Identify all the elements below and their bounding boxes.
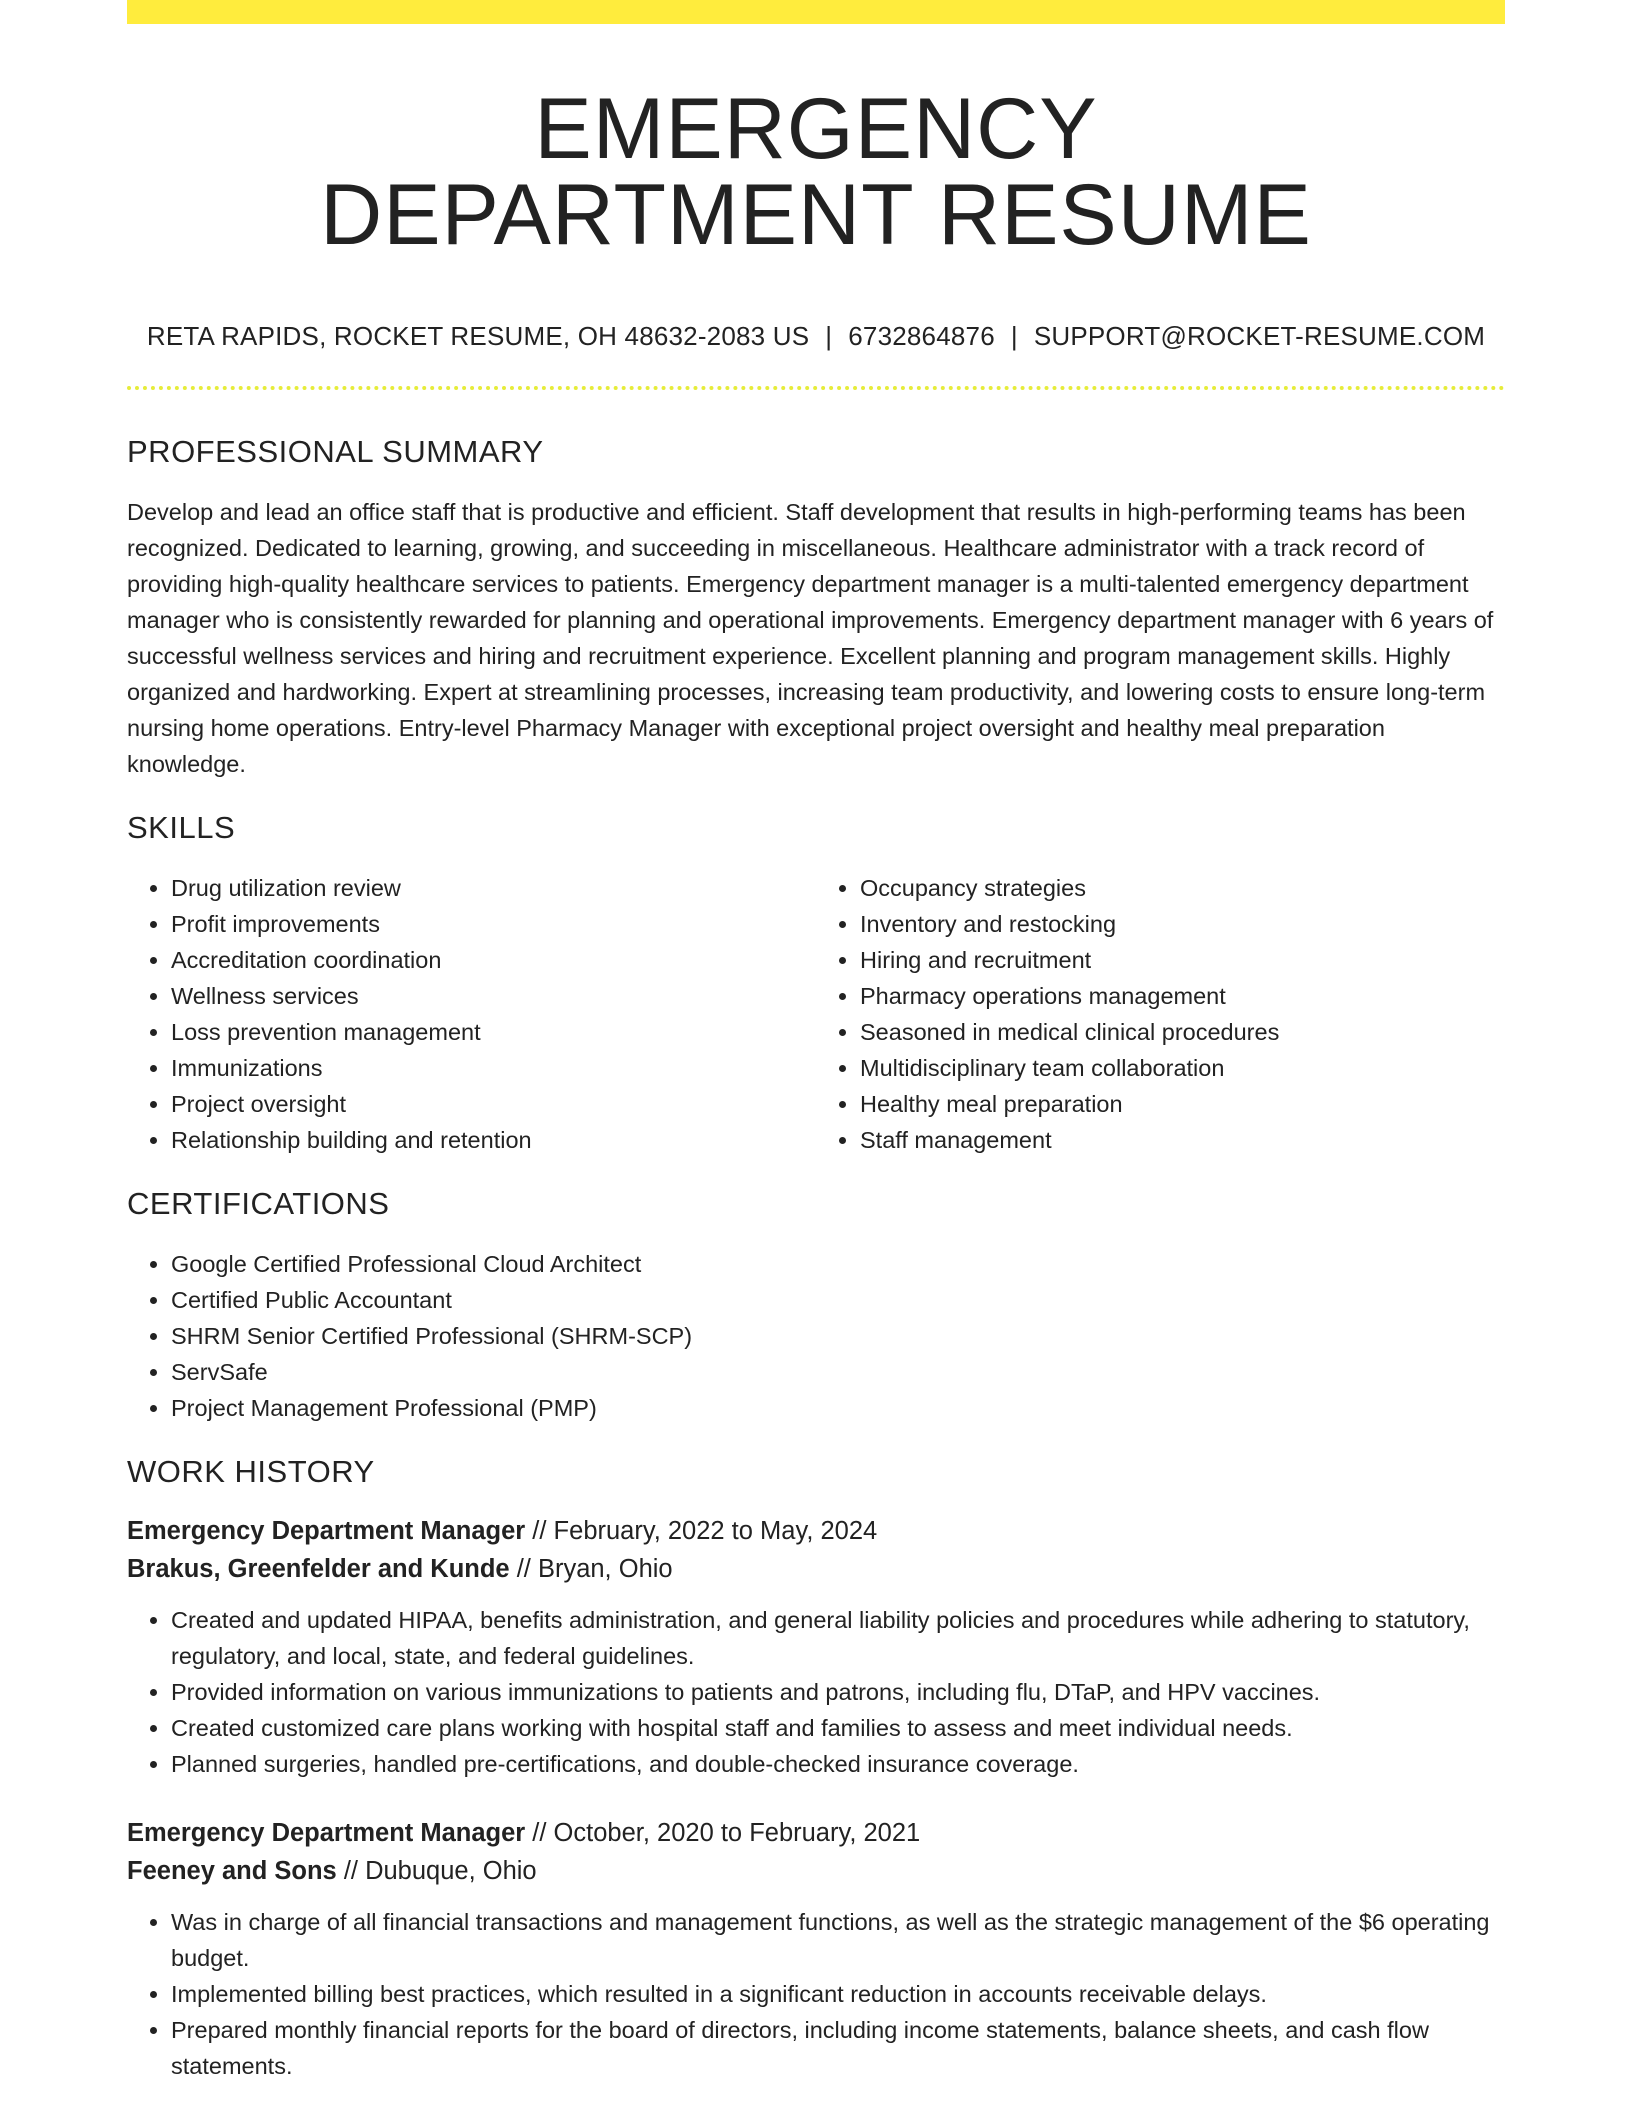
skill-item: • Immunizations xyxy=(171,1050,816,1086)
job-dates: // February, 2022 to May, 2024 xyxy=(525,1517,878,1545)
contact-address: RETA RAPIDS, ROCKET RESUME, OH 48632-2083 US xyxy=(146,321,810,351)
contact-phone: 6732864876 xyxy=(848,321,995,351)
dotted-divider xyxy=(127,386,1505,390)
job-duty: • Created customized care plans working with hospital staff and families to assess and meet individual needs. xyxy=(171,1710,1505,1746)
job-duties-list xyxy=(127,1904,1505,2084)
job-company: Brakus, Greenfelder and Kunde xyxy=(127,1555,510,1583)
skill-item: • Multidisciplinary team collaboration xyxy=(860,1050,1505,1086)
certifications-heading: CERTIFICATIONS xyxy=(127,1186,390,1221)
job-location: // Dubuque, Ohio xyxy=(336,1857,537,1885)
skill-item: • Project oversight xyxy=(171,1086,816,1122)
skills-heading: SKILLS xyxy=(127,810,236,845)
summary-heading: PROFESSIONAL SUMMARY xyxy=(127,434,544,469)
job-duties-list xyxy=(127,1602,1505,1782)
certifications-list xyxy=(127,1246,1505,1426)
skill-item: • Seasoned in medical clinical procedures xyxy=(860,1014,1505,1050)
summary-text: Develop and lead an office staff that is productive and efficient. Staff development that results in high-performing teams has been recognized. Dedicated to learning, growing, and succeeding in miscellaneous. Healthcare administrator with a track record of providing high-quality healthcare services to patients. Emergency department manager is a multi-talented emergency department manager who is consistently rewarded for planning and operational improvements. Emergency department manager with 6 years of successful wellness services and hiring and recruitment experience. Excellent planning and program management skills. Highly organized and hardworking. Expert at streamlining processes, increasing team productivity, and lowering costs to ensure long-term nursing home operations. Entry-level Pharmacy Manager with exceptional project oversight and healthy meal preparation knowledge. xyxy=(127,499,1494,777)
skill-item: • Pharmacy operations management xyxy=(860,978,1505,1014)
contact-email: SUPPORT@ROCKET-RESUME.COM xyxy=(1033,321,1486,351)
skill-item: • Relationship building and retention xyxy=(171,1122,816,1158)
job-company-line xyxy=(127,1550,1505,1588)
skill-item: • Staff management xyxy=(860,1122,1505,1158)
skill-item: • Healthy meal preparation xyxy=(860,1086,1505,1122)
contact-separator: | xyxy=(1010,321,1018,351)
job-entry xyxy=(127,1512,1505,1782)
contact-line xyxy=(127,320,1505,352)
job-title-line xyxy=(127,1814,1505,1852)
job-duty: • Planned surgeries, handled pre-certifications, and double-checked insurance coverage. xyxy=(171,1746,1505,1782)
skill-item: • Accreditation coordination xyxy=(171,942,816,978)
skill-item: • Hiring and recruitment xyxy=(860,942,1505,978)
certification-item: • Certified Public Accountant xyxy=(171,1282,1505,1318)
job-title: Emergency Department Manager xyxy=(127,1517,526,1545)
job-entry xyxy=(127,1814,1505,2084)
job-title-line xyxy=(127,1512,1505,1550)
job-duty: • Prepared monthly financial reports for the board of directors, including income statements, balance sheets, and cash flow statements. xyxy=(171,2012,1505,2084)
resume-page xyxy=(127,0,1505,2084)
job-company: Feeney and Sons xyxy=(127,1857,337,1885)
certification-item: • ServSafe xyxy=(171,1354,1505,1390)
contact-separator: | xyxy=(825,321,833,351)
certification-item: • Google Certified Professional Cloud Architect xyxy=(171,1246,1505,1282)
skill-item: • Occupancy strategies xyxy=(860,870,1505,906)
title-line-1: EMERGENCY xyxy=(534,81,1098,177)
skills-left-list xyxy=(127,870,816,1158)
job-duty: • Implemented billing best practices, which resulted in a significant reduction in accounts receivable delays. xyxy=(171,1976,1505,2012)
job-duty: • Provided information on various immunizations to patients and patrons, including flu, DTaP, and HPV vaccines. xyxy=(171,1674,1505,1710)
job-company-line xyxy=(127,1852,1505,1890)
resume-title xyxy=(127,81,1505,263)
accent-top-bar xyxy=(127,0,1505,24)
certification-item: • SHRM Senior Certified Professional (SHRM-SCP) xyxy=(171,1318,1505,1354)
skill-item: • Loss prevention management xyxy=(171,1014,816,1050)
certification-item: • Project Management Professional (PMP) xyxy=(171,1390,1505,1426)
skill-item: • Inventory and restocking xyxy=(860,906,1505,942)
job-dates: // October, 2020 to February, 2021 xyxy=(525,1819,921,1847)
skills-right-list xyxy=(816,870,1505,1158)
title-line-2: DEPARTMENT RESUME xyxy=(320,167,1312,263)
skill-item: • Profit improvements xyxy=(171,906,816,942)
skills-columns xyxy=(127,870,1505,1158)
skill-item: • Wellness services xyxy=(171,978,816,1014)
skill-item: • Drug utilization review xyxy=(171,870,816,906)
work-history-heading: WORK HISTORY xyxy=(127,1454,375,1489)
job-location: // Bryan, Ohio xyxy=(509,1555,673,1583)
job-duty: • Was in charge of all financial transactions and management functions, as well as the strategic management of the $6 operating budget. xyxy=(171,1904,1505,1976)
job-title: Emergency Department Manager xyxy=(127,1819,526,1847)
job-duty: • Created and updated HIPAA, benefits administration, and general liability policies and procedures while adhering to statutory, regulatory, and local, state, and federal guidelines. xyxy=(171,1602,1505,1674)
